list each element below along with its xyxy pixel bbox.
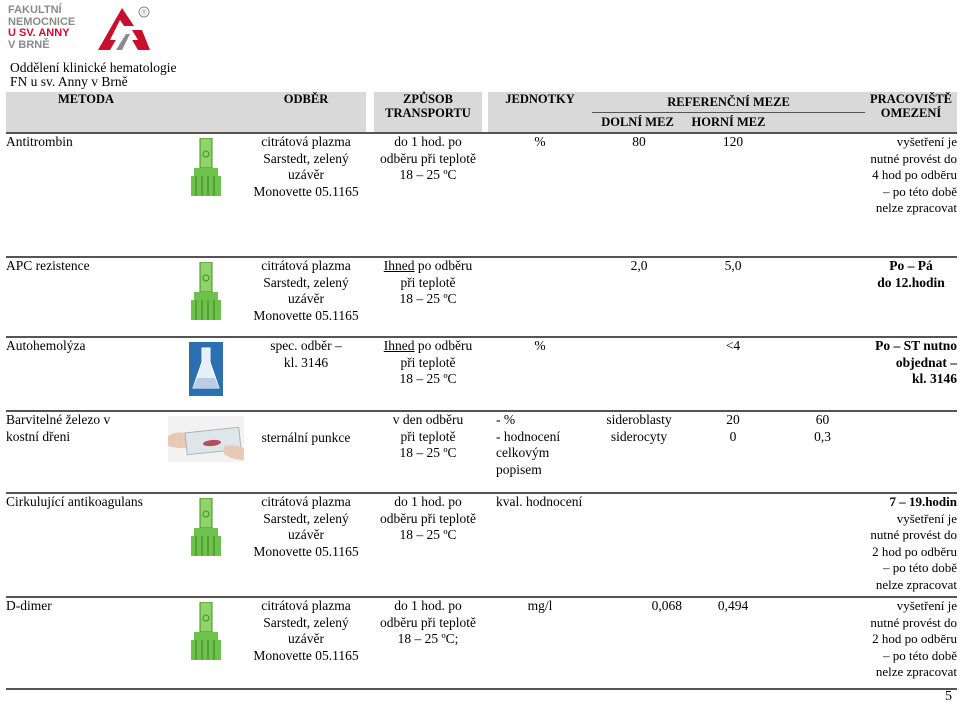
workplace-line: nelze zpracovat [875,200,958,215]
row-method: Autohemolýza [6,337,166,411]
transport-line [374,258,482,275]
lower-value: 20 [726,412,740,427]
header-reference-limits [592,92,865,132]
row-unit-labels [592,411,686,493]
row-sample [246,411,366,493]
workplace-line: vyšetření je [896,510,958,526]
transport-line: při teplotě [400,428,456,444]
table-row [6,597,957,689]
row-workplace [865,337,957,411]
row-transport [374,597,482,689]
header-lower-limit: DOLNÍ MEZ [601,115,674,129]
row-upper-limit [780,411,865,493]
method-text: Barvitelné železo v kostní dřeni [6,412,111,444]
workplace-line: 2 hod po odběru [872,543,958,559]
header-ref: REFERENČNÍ MEZE [592,92,865,113]
header-workplace: PRACOVIŠTĚ OMEZENÍ [865,92,957,133]
sample-line: Sarstedt, zelený [263,150,349,166]
row-method [6,411,166,493]
row-sample [246,493,366,597]
logo-text [8,5,75,51]
table-row [6,257,957,337]
sample-line: citrátová plazma [261,258,351,273]
transport-line: odběru při teplotě [380,614,476,630]
workplace-line: nelze zpracovat [875,576,958,592]
glass-slide-icon [168,416,244,462]
green-cap-tube-icon [186,138,226,196]
row-upper-limit: 0,494 [686,597,780,689]
logo-a-mark-icon [94,4,152,52]
upper-value: 0,3 [814,428,831,444]
row-workplace [865,411,957,493]
unit-label: sideroblasty [606,412,672,427]
units-line: - % [496,412,516,427]
row-lower-limit [592,337,686,411]
row-transport [374,257,482,337]
transport-rest: po odběru [414,258,473,273]
transport-line: 18 – 25 ºC; [397,631,459,646]
row-method: Cirkulující antikoagulans [6,493,166,597]
table-row [6,133,957,257]
transport-emphasis: Ihned [383,258,415,273]
transport-line: do 1 hod. po [394,598,462,613]
table-row [6,411,957,493]
green-cap-tube-icon [186,262,226,320]
transport-line: 18 – 25 ºC [399,527,457,542]
lab-tests-table [6,92,957,690]
workplace-hours: 7 – 19.hodin [889,494,958,509]
sample-line: Monovette 05.1165 [253,543,359,559]
sample-line: Monovette 05.1165 [253,647,359,663]
row-lower-limit [686,411,780,493]
sample-line: uzávěr [288,291,324,306]
logo-line-1: FAKULTNÍ [8,4,62,16]
workplace-line: – po této době [883,647,958,663]
table-header [6,92,957,133]
transport-line: 18 – 25 ºC [399,291,457,306]
lower-value: 0 [729,428,737,444]
sample-line: Sarstedt, zelený [263,614,349,630]
table-row [6,337,957,411]
row-lower-limit: 80 [592,133,686,257]
transport-line: do 1 hod. po [394,134,462,149]
row-sample [246,337,366,411]
row-units: mg/l [488,597,592,689]
workplace-line: do 12.hodin [877,274,945,290]
row-workplace [865,257,957,337]
workplace-line: nutné provést do [870,527,958,542]
row-workplace [865,493,957,597]
sample-line: uzávěr [288,527,324,542]
sample-line: Monovette 05.1165 [253,307,359,323]
header-method: METODA [6,92,166,133]
sample-line: Sarstedt, zelený [263,274,349,290]
row-transport [374,493,482,597]
workplace-line: vyšetření je [896,134,958,149]
workplace-line: nelze zpracovat [875,664,958,679]
green-cap-tube-icon [186,602,226,660]
upper-value: 60 [815,412,830,427]
workplace-line: 2 hod po odběru [872,631,958,646]
sample-line: kl. 3146 [283,354,329,370]
transport-line: odběru při teplotě [380,510,476,526]
row-sample [246,257,366,337]
header-upper-limit: HORNÍ MEZ [691,115,766,129]
sample-line: spec. odběr – [270,338,342,353]
workplace-line: Po – ST nutno [875,338,958,353]
row-upper-limit: 5,0 [686,257,780,337]
header-units: JEDNOTKY [488,92,592,133]
page-number: 5 [945,688,952,704]
unit-label: siderocyty [610,428,668,444]
workplace-line: kl. 3146 [912,371,958,386]
row-method: D-dimer [6,597,166,689]
transport-line: odběru při teplotě [380,150,476,166]
row-upper-limit: <4 [686,337,780,411]
transport-line: 18 – 25 ºC [399,167,457,182]
table-row [6,493,957,597]
row-units [488,257,592,337]
sample-line: citrátová plazma [261,598,351,613]
workplace-line: vyšetření je [896,598,958,613]
row-transport [374,411,482,493]
sample-line: uzávěr [288,167,324,182]
transport-line [374,338,482,355]
units-line: - hodnocení [496,428,561,444]
workplace-line: nutné provést do [870,614,958,630]
transport-line: při teplotě [400,354,456,370]
sample-line: uzávěr [288,631,324,646]
logo-line-4: V BRNĚ [8,38,50,51]
row-units: % [488,337,592,411]
workplace-line: objednat – [895,354,958,370]
transport-line: v den odběru [392,412,464,427]
sample-line: citrátová plazma [261,134,351,149]
registered-mark: ® [141,9,147,17]
erlenmeyer-flask-icon [189,342,223,396]
transport-line: 18 – 25 ºC [399,371,457,386]
logo-line-3: U SV. ANNY [8,27,70,39]
department-line-2: FN u sv. Anny v Brně [10,74,128,89]
row-transport [374,337,482,411]
row-units [488,411,592,493]
transport-rest: po odběru [414,338,473,353]
transport-line: 18 – 25 ºC [399,445,457,460]
row-sample [246,597,366,689]
sample-line: citrátová plazma [261,494,351,509]
transport-emphasis: Ihned [383,338,415,353]
row-lower-limit [592,493,686,597]
workplace-line: – po této době [883,183,958,199]
workplace-line: Po – Pá [889,258,933,273]
row-upper-limit: 120 [686,133,780,257]
units-line: celkovým [496,445,550,460]
sample-line: Sarstedt, zelený [263,510,349,526]
department-line-1: Oddělení klinické hematologie [10,60,177,75]
row-workplace [865,133,957,257]
row-workplace [865,597,957,689]
row-upper-limit [686,493,780,597]
workplace-line: – po této době [883,560,958,575]
workplace-line: nutné provést do [870,150,958,166]
header-sample: ODBĚR [246,92,366,133]
row-transport [374,133,482,257]
row-lower-limit: 0,068 [592,597,686,689]
transport-line: při teplotě [400,274,456,290]
transport-line: do 1 hod. po [394,494,462,509]
row-method: APC rezistence [6,257,166,337]
hospital-logo [8,4,148,54]
sample-line: Monovette 05.1165 [253,183,359,199]
sample-line: sternální punkce [261,430,351,445]
department-name [10,61,176,89]
units-line: popisem [496,461,542,477]
header-transport: ZPŮSOB TRANSPORTU [374,92,482,133]
row-lower-limit: 2,0 [592,257,686,337]
logo-line-2: NEMOCNICE [8,15,76,28]
row-units: % [488,133,592,257]
row-units: kval. hodnocení [488,493,592,597]
workplace-line: 4 hod po odběru [872,167,958,182]
row-method: Antitrombin [6,133,166,257]
green-cap-tube-icon [186,498,226,556]
row-sample [246,133,366,257]
